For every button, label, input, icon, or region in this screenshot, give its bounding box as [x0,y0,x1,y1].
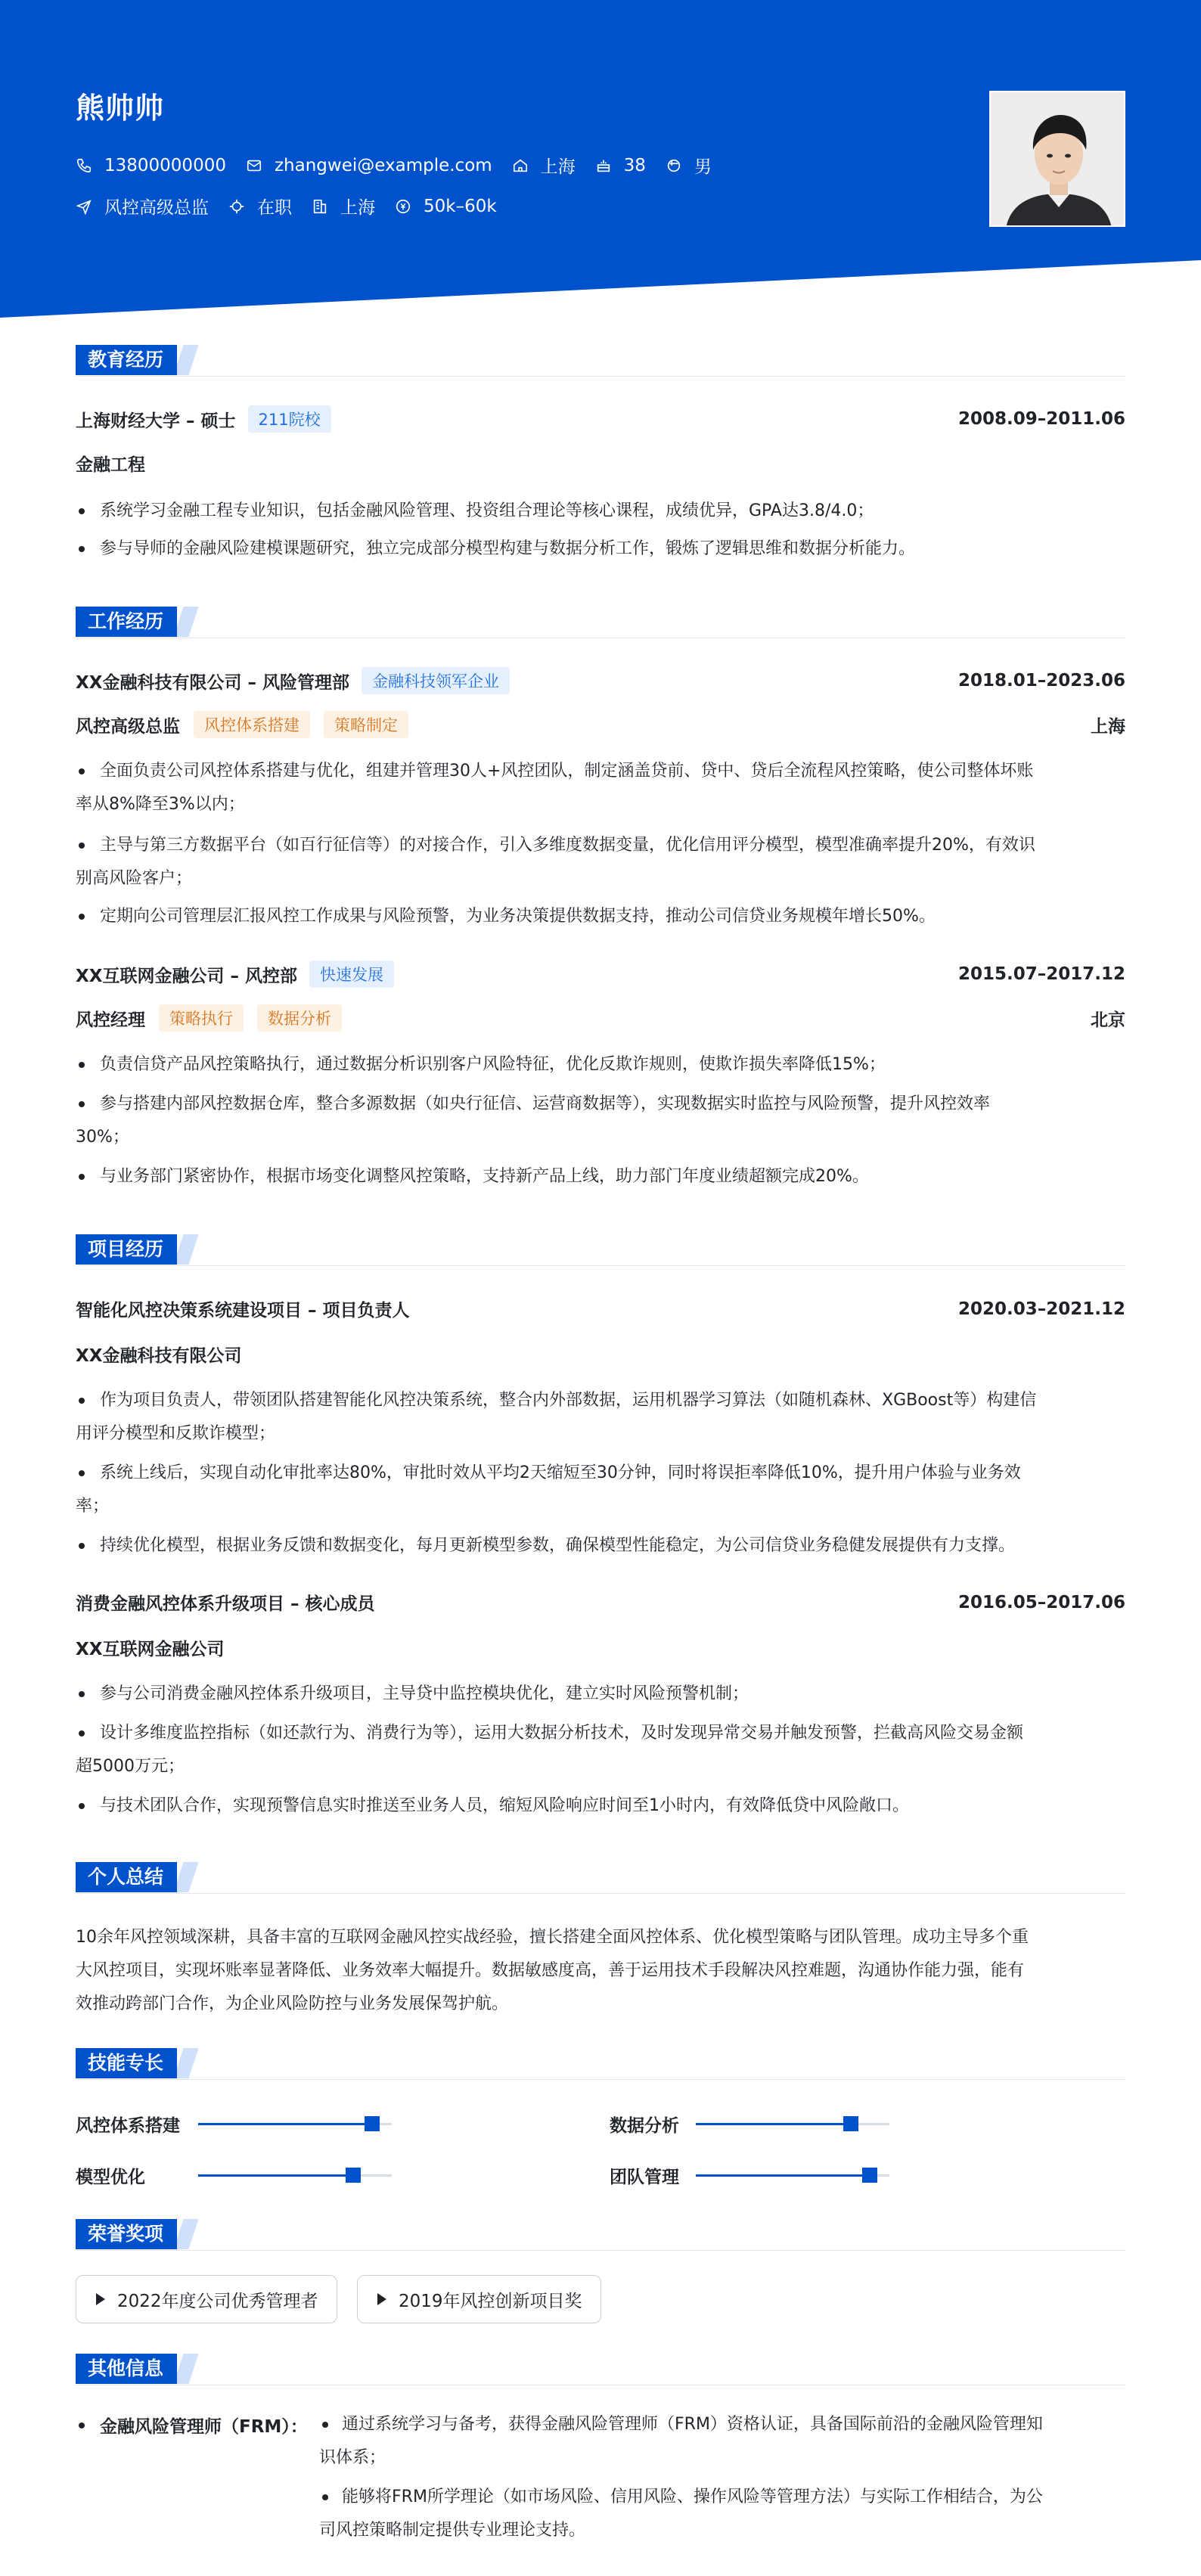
work-date: 2015.07–2017.12 [957,964,1125,984]
section-title: 技能专长 [76,2048,177,2078]
job-status [228,194,292,219]
project-date: 2016.05–2017.06 [957,1592,1125,1612]
skill-name: 风控体系搭建 [76,2116,180,2136]
gender-icon [666,157,682,174]
cake-icon [595,157,612,174]
list-item: 持续优化模型，根据业务反馈和数据变化，每月更新模型参数，确保模型性能稳定，为公司信贷业务稳健发展提供有力支撑。 [76,1529,1125,1563]
skill-tag: 风控体系搭建 [194,711,310,738]
list-item: 通过系统学习与备考，获得金融风险管理师（FRM）资格认证，具备国际前沿的金融风险管理知 识体系； [319,2408,1125,2475]
skill-item [76,2112,392,2137]
section-title: 工作经历 [76,607,177,637]
phone-icon [76,157,92,174]
skill-bar [198,2174,392,2177]
work-header [76,667,1125,694]
send-icon [76,198,92,215]
work-city: 北京 [1091,1010,1125,1030]
company-tag: 快速发展 [309,961,394,988]
work-header [76,961,1125,988]
award-item [76,2275,337,2323]
education-major-row [76,451,1125,476]
contact-gender [666,153,712,178]
salary-icon [395,198,411,215]
project-org-row [76,1635,1125,1660]
skill-name: 团队管理 [610,2168,679,2187]
candidate-name: 熊帅帅 [76,92,165,125]
section-project [76,1233,1125,1266]
project-org-row [76,1342,1125,1367]
contact-phone [76,156,226,175]
skill-item [610,2163,889,2188]
skill-item [76,2163,392,2188]
skill-level-handle [365,2116,380,2131]
project-org: XX互联网金融公司 [76,1640,225,1659]
company-tag: 金融科技领军企业 [362,667,510,694]
contact-home [512,153,576,178]
section-title: 其他信息 [76,2354,177,2384]
job-salary [395,197,497,216]
section-skills [76,2047,1125,2080]
job-title [76,194,209,219]
list-item: 参与搭建内部风控数据仓库，整合多源数据（如央行征信、运营商数据等），实现数据实时监控与风险预警，提升风控效率 30%； [76,1088,1125,1154]
skill-level-handle [862,2168,877,2183]
job-city-text: 上海 [340,198,375,218]
contact-age [595,156,646,175]
project-date: 2020.03–2021.12 [957,1299,1125,1319]
email-text: zhangwei@example.com [274,155,492,175]
section-summary [76,1861,1125,1894]
age-text: 38 [623,155,646,175]
play-icon [96,2293,105,2305]
skill-tag: 策略制定 [324,711,408,738]
project-name: 智能化风控决策系统建设项目 – 项目负责人 [76,1301,410,1321]
education-header [76,405,1125,433]
gender-text: 男 [694,157,712,177]
skill-level-handle [346,2168,361,2183]
home-text: 上海 [540,157,576,177]
home-icon [512,157,529,174]
major: 金融工程 [76,455,145,475]
work-role-row [76,711,1125,738]
skill-bar [198,2123,392,2125]
work-city: 上海 [1091,716,1125,737]
job-row [76,194,517,219]
list-item: 系统学习金融工程专业知识，包括金融风险管理、投资组合理论等核心课程，成绩优异，GPA达3.8/4.0； [76,495,1125,528]
section-work [76,605,1125,638]
list-item: 负责信贷产品风控策略执行，通过数据分析识别客户风险特征，优化反欺诈规则，使欺诈损失率降低15%； [76,1048,1125,1082]
list-item: 与业务部门紧密协作，根据市场变化调整风控策略，支持新产品上线，助力部门年度业绩超额完成20%。 [76,1160,1125,1193]
list-item: 作为项目负责人，带领团队搭建智能化风控决策系统，整合内外部数据，运用机器学习算法（如随机森林、XGBoost等）构建信 用评分模型和反欺诈模型； [76,1384,1125,1451]
status-icon [228,198,245,215]
award-text: 2022年度公司优秀管理者 [117,2291,318,2311]
list-item: 设计多维度监控指标（如还款行为、消费行为等），运用大数据分析技术，及时发现异常交易并触发预警，拦截高风险交易金额 超5000万元； [76,1717,1125,1783]
skill-bar [696,2123,889,2125]
certificate-label: 金融风险管理师（FRM）： [76,2413,308,2438]
list-item: 与技术团队合作，实现预警信息实时推送至业务人员，缩短风险响应时间至1小时内，有效降低贷中风险敞口。 [76,1789,1125,1823]
list-item: 定期向公司管理层汇报风控工作成果与风险预警，为业务决策提供数据支持，推动公司信贷业务规模年增长50%。 [76,900,1125,933]
project-header [76,1590,1125,1615]
building-icon [312,198,328,215]
skill-name: 数据分析 [610,2116,679,2136]
school-name: 上海财经大学 – 硕士 [76,411,236,431]
skill-level-handle [843,2116,858,2131]
skill-name: 模型优化 [76,2168,145,2187]
play-icon [377,2293,386,2305]
list-item: 参与导师的金融风险建模课题研究，独立完成部分模型构建与数据分析工作，锻炼了逻辑思维和数据分析能力。 [76,532,1125,566]
company-name: XX金融科技有限公司 – 风险管理部 [76,672,349,693]
list-item: 系统上线后，实现自动化审批率达80%，审批时效从平均2天缩短至30分钟，同时将误拒率降低10%，提升用户体验与业务效 率； [76,1457,1125,1523]
avatar-photo [989,91,1125,227]
award-text: 2019年风控创新项目奖 [399,2291,582,2311]
skill-item [610,2112,889,2137]
section-title: 项目经历 [76,1234,177,1265]
work-date: 2018.01–2023.06 [957,671,1125,691]
role: 风控高级总监 [76,716,180,737]
work-role-row [76,1004,1125,1032]
job-title-text: 风控高级总监 [104,198,209,218]
list-item: 主导与第三方数据平台（如百行征信等）的对接合作，引入多维度数据变量，优化信用评分模型，模型准确率提升20%，有效识 别高风险客户； [76,829,1125,895]
section-title: 教育经历 [76,345,177,375]
summary-text: 10余年风控领域深耕，具备丰富的互联网金融风控实战经验，擅长搭建全面风控体系、优化模型策略与团队管理。成功主导多个重 大风控项目，实现坏账率显著降低、业务效率大幅提升。数据敏感度高，善于运用技术手段解决风控难题，沟通协作能力强，能有 效推动跨部门合作，为企业风险防控与业务发展保驾护航。 [76,1928,1029,2013]
list-item: 能够将FRM所学理论（如市场风险、信用风险、操作风险等管理方法）与实际工作相结合，为公 司风控策略制定提供专业理论支持。 [319,2481,1125,2547]
section-education [76,343,1125,377]
list-item: 参与公司消费金融风控体系升级项目，主导贷中监控模块优化，建立实时风险预警机制； [76,1678,1125,1711]
job-status-text: 在职 [257,198,292,218]
project-org: XX金融科技有限公司 [76,1346,242,1366]
contact-row [76,153,731,178]
section-title: 荣誉奖项 [76,2219,177,2249]
project-name: 消费金融风控体系升级项目 – 核心成员 [76,1594,375,1614]
school-tag: 211院校 [248,405,331,433]
skill-tag: 策略执行 [159,1004,244,1032]
section-awards [76,2218,1125,2251]
company-name: XX互联网金融公司 – 风控部 [76,966,297,986]
contact-email [246,156,492,175]
role: 风控经理 [76,1010,145,1030]
list-item: 全面负责公司风控体系搭建与优化，组建并管理30人+风控团队，制定涵盖贷前、贷中、贷后全流程风控策略，使公司整体坏账 率从8%降至3%以内； [76,755,1125,821]
award-item [357,2275,601,2323]
job-salary-text: 50k–60k [424,196,497,216]
mail-icon [246,157,262,174]
skill-tag: 数据分析 [257,1004,342,1032]
section-other [76,2352,1125,2385]
project-header [76,1296,1125,1321]
job-city [312,194,375,219]
skill-bar [696,2174,889,2177]
education-date: 2008.09–2011.06 [957,409,1125,429]
section-title: 个人总结 [76,1862,177,1892]
phone-text: 13800000000 [104,155,226,175]
